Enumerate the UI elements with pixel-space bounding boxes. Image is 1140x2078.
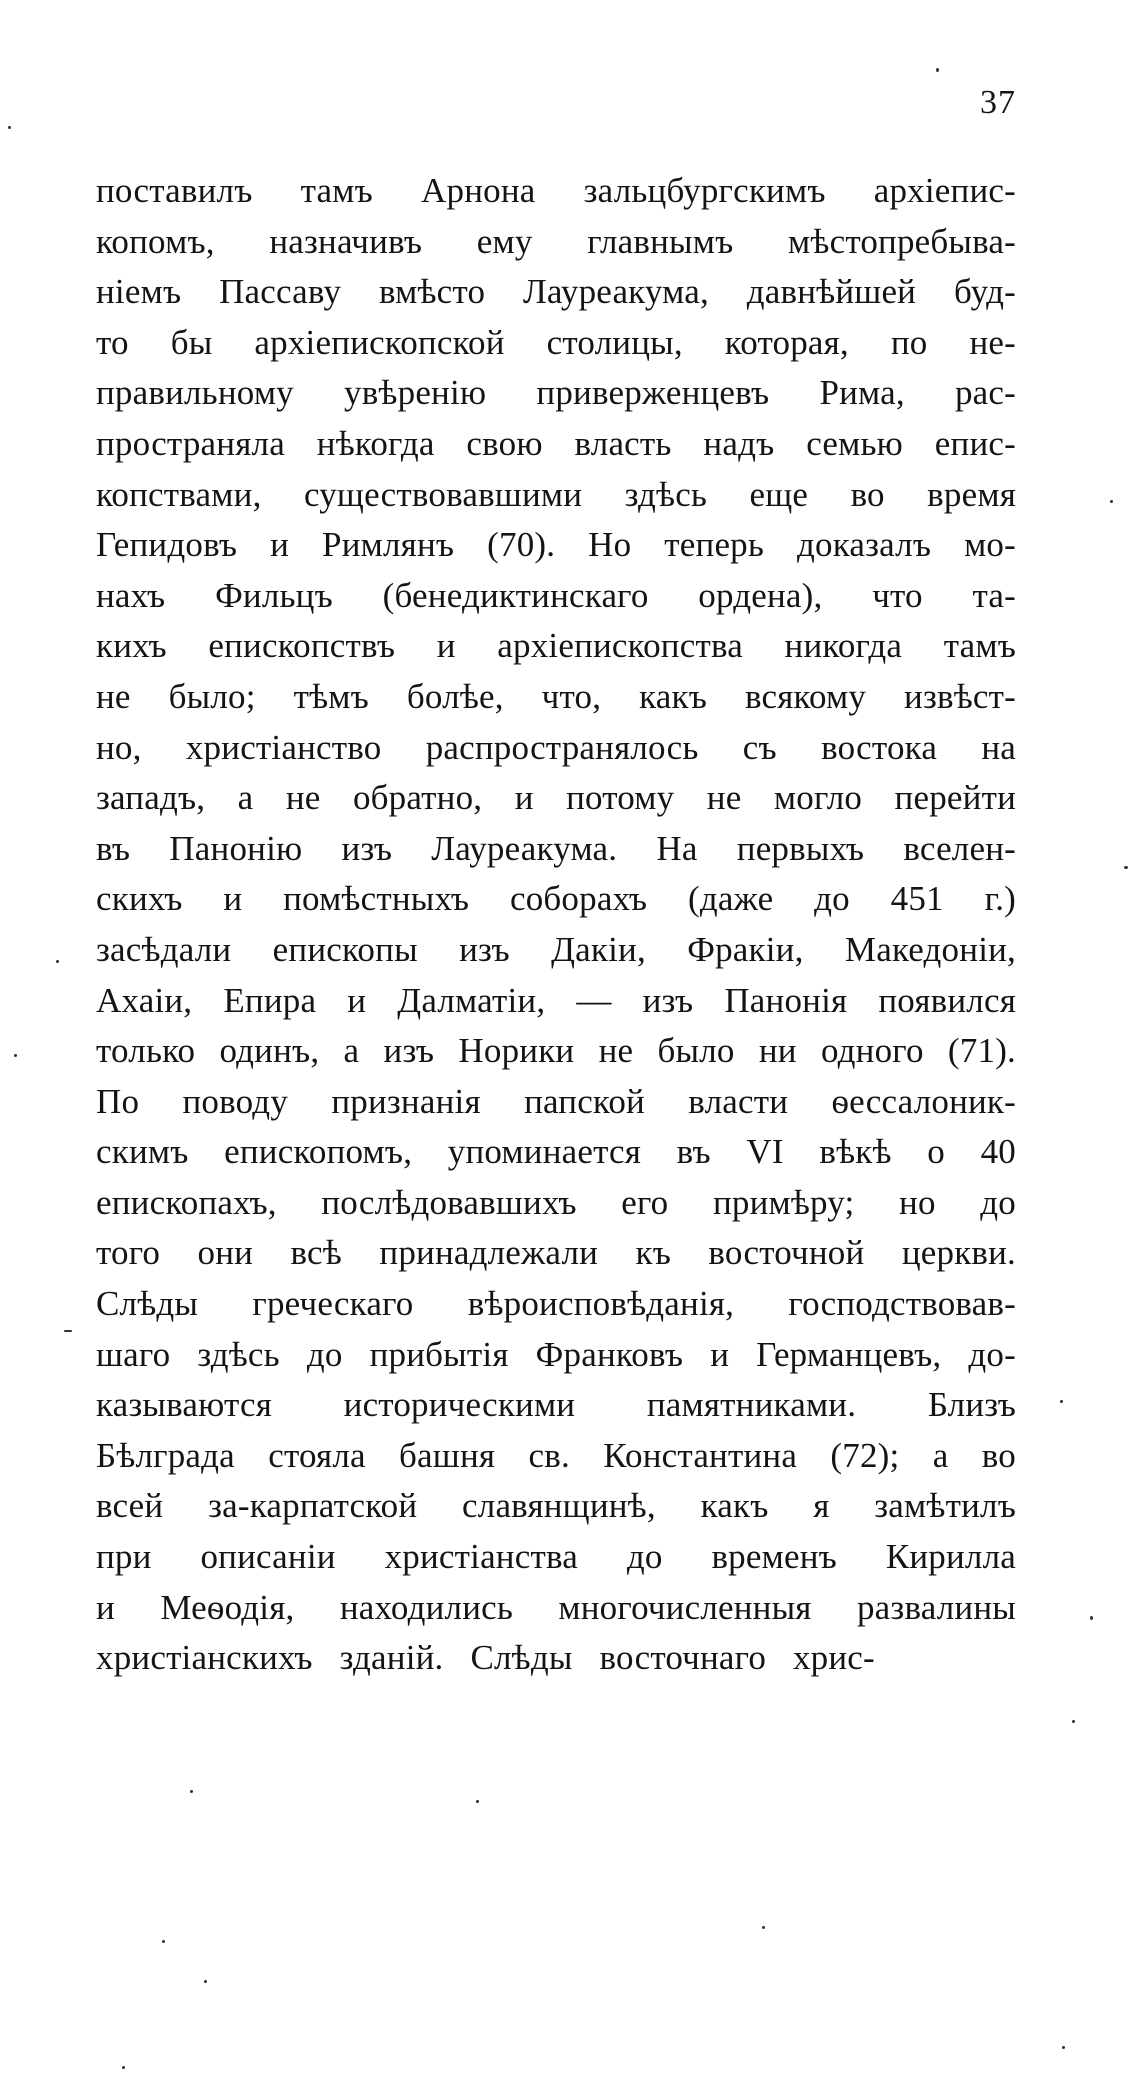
text-line: скимъ епископомъ, упоминается въ VI вѣкѣ о 40 [96,1132,1016,1172]
text-line: Бѣлграда стояла башня св. Константина (72); а во [96,1435,1016,1475]
text-line: поставилъ тамъ Арнона зальцбургскимъ архіепис- [96,171,1016,210]
text-line: западъ, а не обратно, и потому не могло перейти [96,778,1016,818]
scan-speck [14,1054,17,1057]
scan-speck [64,1330,72,1332]
text-line: шаго здѣсь до прибытія Франковъ и Германцевъ, до- [96,1334,1016,1374]
scan-speck [936,68,939,72]
text-line: скихъ и помѣстныхъ соборахъ (даже до 451 г.) [96,879,1016,919]
text-line: По поводу признанія папской власти ѳессалоник- [96,1081,1016,1121]
text-line: Ахаіи, Епира и Далматіи, — изъ Панонія появился [96,980,1016,1020]
text-line: христіанскихъ зданій. Слѣды восточнаго хрис- [96,1638,875,1678]
text-line: въ Панонію изъ Лауреакума. На первыхъ вселен- [96,828,1016,868]
text-line: Слѣды греческаго вѣроисповѣданія, господствовав- [96,1284,1016,1324]
scan-speck [1062,2046,1065,2049]
text-line: но, христіанство распространялось съ востока на [96,727,1016,767]
scan-speck [762,1926,765,1929]
text-line: ніемъ Пассаву вмѣсто Лауреакума, давнѣйшей буд- [96,272,1016,312]
scan-speck [476,1800,479,1803]
text-line: копствами, существовавшими здѣсь еще во время [96,474,1016,514]
text-line: только одинъ, а изъ Норики не было ни одного (71). [96,1031,1016,1071]
text-line: того они всѣ принадлежали къ восточной церкви. [96,1233,1016,1273]
text-line: нахъ Фильцъ (бенедиктинскаго ордена), что та- [96,575,1016,615]
scan-speck [1072,1720,1075,1723]
page-number: 37 [980,84,1016,121]
text-line: всей за-карпатской славянщинѣ, какъ я замѣтилъ [96,1486,1016,1526]
scan-speck [1124,866,1128,869]
text-line: то бы архіепископской столицы, которая, по не- [96,322,1016,362]
scan-speck [1110,500,1113,503]
scan-speck [122,2066,125,2069]
text-line: правильному увѣренію приверженцевъ Рима, рас- [96,373,1016,413]
scan-speck [1090,1616,1093,1620]
scan-speck [8,126,11,129]
scan-speck [162,1940,165,1943]
scan-speck [1060,1400,1063,1403]
body-text [96,166,1016,1684]
text-line: пространяла нѣкогда свою власть надъ семью епис- [96,423,1016,463]
text-line: и Меѳодія, находились многочисленныя развалины [96,1587,1016,1627]
scan-speck [190,1790,193,1793]
scan-speck [204,1980,207,1983]
text-line: засѣдали епископы изъ Дакіи, Фракіи, Македоніи, [96,929,1016,969]
text-line: кихъ епископствъ и архіепископства никогда тамъ [96,626,1016,666]
text-line: копомъ, назначивъ ему главнымъ мѣстопребыва- [96,221,1016,261]
text-line: не было; тѣмъ болѣе, что, какъ всякому извѣст- [96,676,1016,716]
text-line: при описаніи христіанства до временъ Кирилла [96,1537,1016,1577]
scan-speck [56,960,59,963]
text-line: Гепидовъ и Римлянъ (70). Но теперь доказалъ мо- [96,525,1016,565]
text-line: казываются историческими памятниками. Близъ [96,1385,1016,1425]
text-line: епископахъ, послѣдовавшихъ его примѣру; но до [96,1182,1016,1222]
